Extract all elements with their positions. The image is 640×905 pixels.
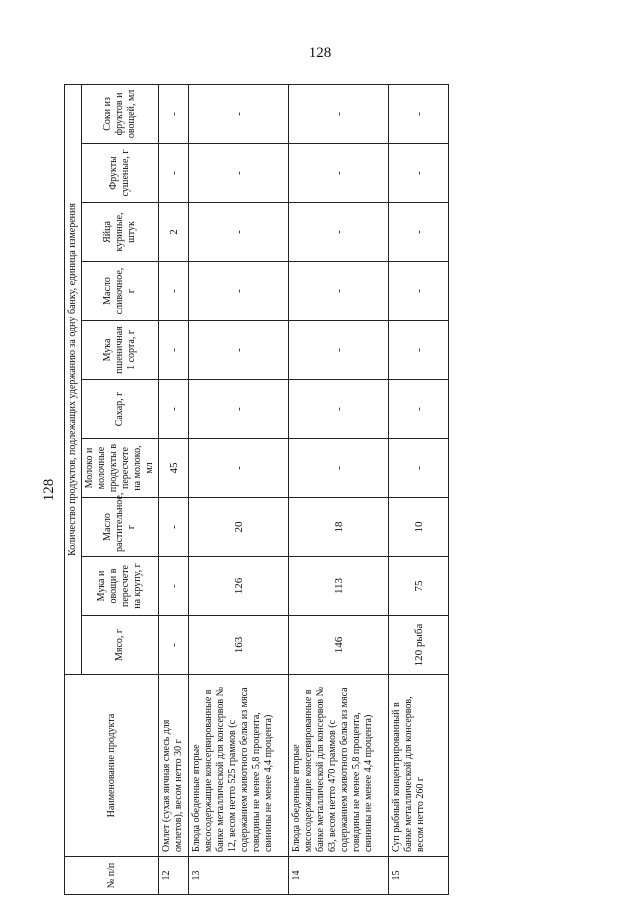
header-num: № п/п xyxy=(65,857,159,895)
row-name: Суп рыбный концентрированный в банке металлической для консервов, весом нетто 260 г xyxy=(389,675,449,857)
products-table xyxy=(64,84,449,895)
header-row-group xyxy=(65,84,82,894)
table-row xyxy=(189,84,289,894)
row-name: Блюда обеденные вторые мясосодержащие консервированные в банке металлической для консервов № 63, весом нетто 470 граммов (с содержанием животного белка из мяса говядины не менее 5,8 процента, свинины не менее 4,4 процента) xyxy=(289,675,389,857)
cell-value: - xyxy=(159,616,189,675)
cell-value: 113 xyxy=(289,557,389,616)
cell-value: - xyxy=(159,380,189,439)
cell-value: - xyxy=(159,144,189,203)
cell-value: - xyxy=(189,203,289,262)
cell-value: - xyxy=(159,498,189,557)
cell-value: 18 xyxy=(289,498,389,557)
header-name: Наименование продукта xyxy=(65,675,159,857)
row-name: Блюда обеденные вторые мясосодержащие консервированные в банке металлической для консервов № 12, весом нетто 525 граммов (с содержанием животного белка из мяса говядины не менее 5,8 процента, свинины не менее 4,4 процента) xyxy=(189,675,289,857)
column-header-flour-vegetables: Мука и овощи в пересчете на крупу, г xyxy=(82,557,159,616)
cell-value: - xyxy=(289,203,389,262)
cell-value: - xyxy=(189,380,289,439)
cell-value: 146 xyxy=(289,616,389,675)
cell-value: - xyxy=(289,84,389,143)
table-row xyxy=(389,84,449,894)
column-header-meat: Мясо, г xyxy=(82,616,159,675)
cell-value: - xyxy=(289,439,389,498)
cell-value: - xyxy=(189,262,289,321)
table-row xyxy=(289,84,389,894)
row-num: 15 xyxy=(389,857,449,895)
row-name: Омлет (сухая яичная смесь для омлетов), весом нетто 30 г xyxy=(159,675,189,857)
table-row xyxy=(159,84,189,894)
cell-value: - xyxy=(159,84,189,143)
header-group: Количество продуктов, подлежащих удержанию за одну банку, единица измерения xyxy=(65,84,82,674)
column-header-dried-fruits: Фрукты сушеные, г xyxy=(82,144,159,203)
column-header-milk: Молоко и молочные продукты в пересчете на молоко, мл xyxy=(82,439,159,498)
cell-value: - xyxy=(389,321,449,380)
column-header-sugar: Сахар, г xyxy=(82,380,159,439)
cell-value: 163 xyxy=(189,616,289,675)
page-number-top: 128 xyxy=(308,45,332,61)
cell-value: - xyxy=(389,439,449,498)
cell-value: 126 xyxy=(189,557,289,616)
row-num: 14 xyxy=(289,857,389,895)
column-header-vegetable-oil: Масло растительное, г xyxy=(82,498,159,557)
cell-value: - xyxy=(389,84,449,143)
cell-value: - xyxy=(189,84,289,143)
cell-value: - xyxy=(159,262,189,321)
cell-value: - xyxy=(389,203,449,262)
cell-value: 2 xyxy=(159,203,189,262)
cell-value: - xyxy=(289,144,389,203)
cell-value: - xyxy=(289,262,389,321)
cell-value: - xyxy=(189,439,289,498)
rotated-page xyxy=(40,85,600,895)
cell-value: - xyxy=(389,380,449,439)
cell-value: - xyxy=(189,144,289,203)
cell-value: 75 xyxy=(389,557,449,616)
cell-value: - xyxy=(389,144,449,203)
cell-value: - xyxy=(189,321,289,380)
column-header-wheat-flour: Мука пшеничная 1 сорта, г xyxy=(82,321,159,380)
cell-value: - xyxy=(289,321,389,380)
row-num: 13 xyxy=(189,857,289,895)
cell-value: - xyxy=(159,321,189,380)
cell-value: - xyxy=(159,557,189,616)
cell-value: - xyxy=(289,380,389,439)
cell-value: - xyxy=(389,262,449,321)
row-num: 12 xyxy=(159,857,189,895)
column-header-eggs: Яйца куриные, штук xyxy=(82,203,159,262)
cell-value: 10 xyxy=(389,498,449,557)
column-header-juices: Соки из фруктов и овощей, мл xyxy=(82,84,159,143)
cell-value: 120 рыба xyxy=(389,616,449,675)
page-number-rotated: 128 xyxy=(41,478,57,502)
column-header-butter: Масло сливочное, г xyxy=(82,262,159,321)
cell-value: 20 xyxy=(189,498,289,557)
cell-value: 45 xyxy=(159,439,189,498)
